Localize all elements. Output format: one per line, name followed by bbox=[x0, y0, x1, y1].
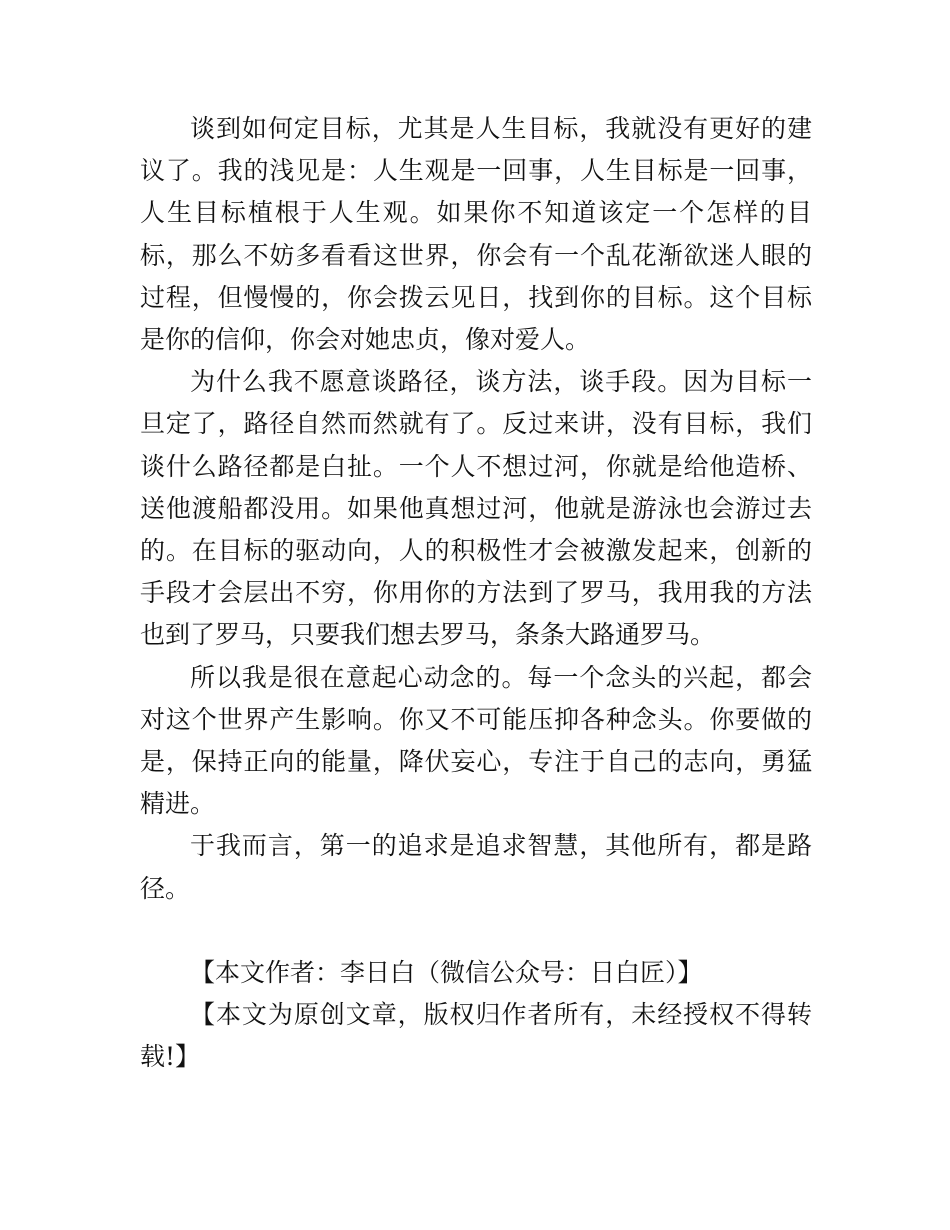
paragraph-spacer bbox=[140, 910, 812, 952]
paragraph-intentions: 所以我是很在意起心动念的。每一个念头的兴起，都会对这个世界产生影响。你又不可能压抑各种念头。你要做的是，保持正向的能量，降伏妄心，专注于自己的志向，勇猛精进。 bbox=[140, 662, 812, 819]
paragraph-paths: 为什么我不愿意谈路径，谈方法，谈手段。因为目标一旦定了，路径自然而然就有了。反过来讲，没有目标，我们谈什么路径都是白扯。一个人不想过河，你就是给他造桥、送他渡船都没用。如果他真想过河，他就是游泳也会游过去的。在目标的驱动向，人的积极性才会被激发起来，创新的手段才会层出不穷，你用你的方法到了罗马，我用我的方法也到了罗马，只要我们想去罗马，条条大路通罗马。 bbox=[140, 367, 812, 650]
copyright-line: 【本文为原创文章，版权归作者所有，未经授权不得转载!】 bbox=[140, 1000, 812, 1072]
author-line: 【本文作者：李日白（微信公众号：日白匠）】 bbox=[190, 957, 703, 987]
document-body bbox=[140, 108, 812, 1078]
paragraph-goals: 谈到如何定目标，尤其是人生目标，我就没有更好的建议了。我的浅见是：人生观是一回事，人生目标是一回事，人生目标植根于人生观。如果你不知道该定一个怎样的目标，那么不妨多看看这世界，你会有一个乱花渐欲迷人眼的过程，但慢慢的，你会拨云见日，找到你的目标。这个目标是你的信仰，你会对她忠贞，像对爱人。 bbox=[140, 114, 812, 355]
paragraph-wisdom: 于我而言，第一的追求是追求智慧，其他所有，都是路径。 bbox=[140, 831, 812, 903]
